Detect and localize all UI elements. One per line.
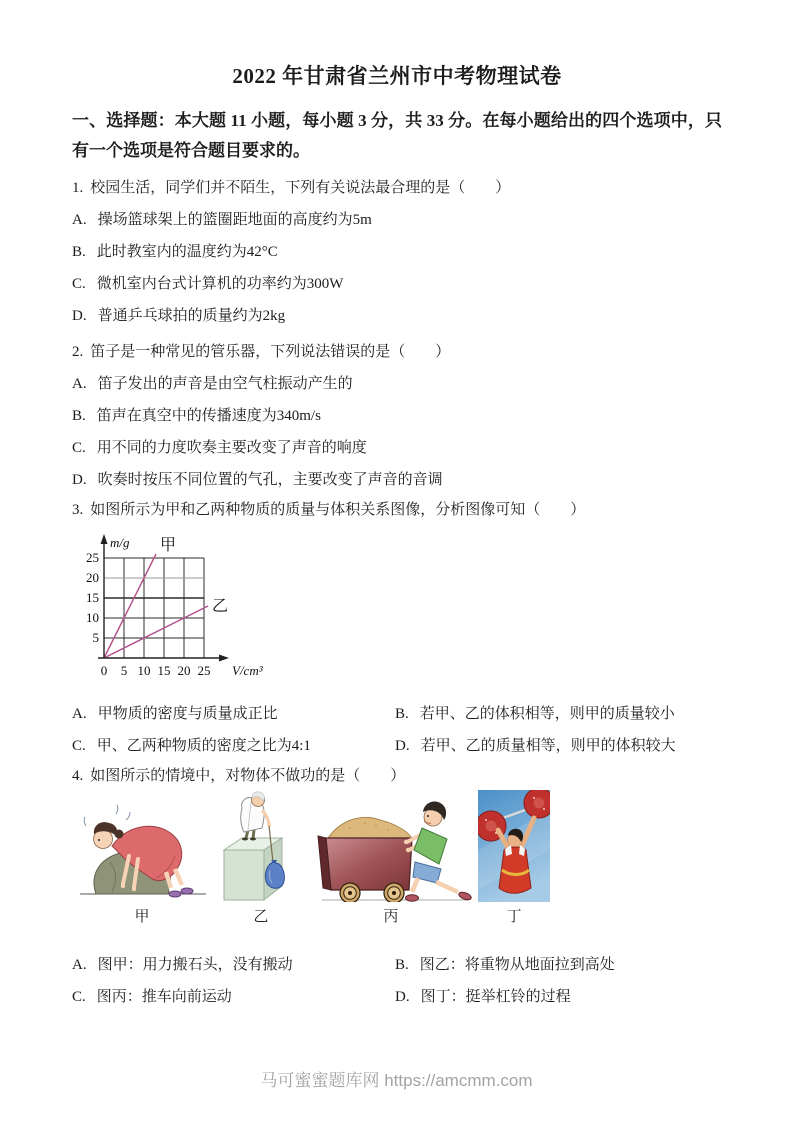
figure-ding <box>478 790 550 926</box>
question-4-option-d <box>395 988 722 1007</box>
x-axis-label: V/cm³ <box>232 663 263 678</box>
option-c-label: C. <box>72 989 86 1005</box>
option-d-label: D. <box>395 738 410 754</box>
boy <box>404 801 472 901</box>
option-c-label: C. <box>72 440 86 456</box>
option-c-text: 甲、乙两种物质的密度之比为4:1 <box>96 738 311 754</box>
option-d-text: 普通乒乓球拍的质量约为2kg <box>97 308 286 324</box>
question-3-number: 3. <box>72 502 84 518</box>
question-3-stem <box>72 500 722 520</box>
option-b-text: 此时教室内的温度约为42°C <box>96 244 278 260</box>
figure-jia <box>72 790 212 926</box>
question-4-option-c <box>72 988 395 1007</box>
question-3-option-a <box>72 705 395 724</box>
y-tick-15: 15 <box>86 590 99 605</box>
question-4-options <box>72 956 722 1007</box>
option-a-text: 笛子发出的声音是由空气柱振动产生的 <box>97 376 353 392</box>
question-4-option-b <box>395 956 722 975</box>
question-4-text: 如图所示的情境中，对物体不做功的是（ ） <box>90 768 406 784</box>
section-instructions: 一、选择题：本大题 11 小题，每小题 3 分，共 33 分。在每小题给出的四个选项中，只有一个选项是符合题目要求的。 <box>72 111 722 160</box>
option-d-label: D. <box>395 989 410 1005</box>
question-4 <box>72 766 722 1007</box>
option-d-label: D. <box>72 308 87 324</box>
mass-volume-chart <box>72 528 722 693</box>
x-tick-20: 20 <box>177 663 191 678</box>
mass-volume-chart-svg <box>72 528 332 688</box>
question-2-option-d <box>72 471 722 490</box>
question-3-option-b <box>395 705 722 724</box>
question-1-option-c <box>72 275 722 294</box>
figure-jia-caption: 甲 <box>134 909 150 925</box>
option-b-label: B. <box>72 408 86 424</box>
series-yi-label: 乙 <box>212 598 229 615</box>
option-b-text: 笛声在真空中的传播速度为340m/s <box>96 408 321 424</box>
figure-ding-caption: 丁 <box>506 909 522 925</box>
question-1 <box>72 178 722 326</box>
chart-axes <box>98 542 222 658</box>
series-line-乙 <box>104 606 208 658</box>
question-2-option-c <box>72 439 722 458</box>
option-c-label: C. <box>72 276 86 292</box>
page-content <box>72 0 722 1007</box>
option-c-text: 用不同的力度吹奏主要改变了声音的响度 <box>96 440 367 456</box>
question-1-stem <box>72 178 722 198</box>
figure-bing <box>310 790 472 926</box>
question-2-option-a <box>72 375 722 394</box>
option-a-text: 图甲：用力搬石头，没有搬动 <box>97 957 293 973</box>
question-3-text: 如图所示为甲和乙两种物质的质量与体积关系图像，分析图像可知（ ） <box>90 502 586 518</box>
option-b-label: B. <box>72 244 86 260</box>
option-a-label: A. <box>72 376 87 392</box>
question-4-figures <box>72 790 722 926</box>
question-3-option-c <box>72 737 395 756</box>
question-3-option-d <box>395 737 722 756</box>
option-a-label: A. <box>72 212 87 228</box>
x-tick-5: 5 <box>120 663 128 678</box>
option-a-text: 操场篮球架上的篮圈距地面的高度约为5m <box>97 212 372 228</box>
question-1-option-d <box>72 307 722 326</box>
figure-bing-caption: 丙 <box>383 909 399 925</box>
question-2-text: 笛子是一种常见的管乐器，下列说法错误的是（ ） <box>90 344 451 360</box>
chart-series-lines <box>104 554 208 658</box>
option-d-text: 图丁：挺举杠铃的过程 <box>420 989 571 1005</box>
option-d-label: D. <box>72 472 87 488</box>
option-c-text: 图丙：推车向前运动 <box>96 989 232 1005</box>
page-title: 2022 年甘肃省兰州市中考物理试卷 <box>232 64 562 88</box>
chart-grid <box>104 558 204 658</box>
question-4-number: 4. <box>72 768 84 784</box>
option-d-text: 吹奏时按压不同位置的气孔，主要改变了声音的音调 <box>97 472 443 488</box>
question-2-option-b <box>72 407 722 426</box>
option-d-text: 若甲、乙的质量相等，则甲的体积较大 <box>420 738 676 754</box>
series-jia-label: 甲 <box>160 537 177 554</box>
y-tick-25: 25 <box>86 550 99 565</box>
question-3 <box>72 500 722 756</box>
y-tick-10: 10 <box>86 610 99 625</box>
y-tick-5: 5 <box>92 630 99 645</box>
question-2 <box>72 342 722 490</box>
x-tick-0: 0 <box>100 663 108 678</box>
cart-wheel-rear <box>384 883 404 902</box>
option-a-text: 甲物质的密度与质量成正比 <box>97 706 278 722</box>
y-tick-20: 20 <box>86 570 99 585</box>
figure-yi-caption: 乙 <box>253 909 269 925</box>
question-2-number: 2. <box>72 344 84 360</box>
option-b-text: 图乙：将重物从地面拉到高处 <box>419 957 615 973</box>
x-axis-arrow <box>219 655 229 662</box>
question-1-number: 1. <box>72 180 84 196</box>
weightlifter-photo <box>478 790 550 902</box>
x-tick-10: 10 <box>137 663 151 678</box>
question-1-option-a <box>72 211 722 230</box>
option-b-label: B. <box>395 706 409 722</box>
option-b-text: 若甲、乙的体积相等，则甲的质量较小 <box>419 706 675 722</box>
x-tick-25: 25 <box>197 663 211 678</box>
question-1-text: 校园生活，同学们并不陌生，下列有关说法最合理的是（ ） <box>90 180 511 196</box>
scientist-pulling-weight-illustration <box>218 790 304 902</box>
question-4-stem <box>72 766 722 786</box>
x-tick-15: 15 <box>157 663 171 678</box>
sand-cart <box>318 817 412 902</box>
boy-pushing-cart-illustration <box>310 790 472 902</box>
series-line-甲 <box>104 554 156 658</box>
cart-wheel-front <box>340 883 360 902</box>
question-4-option-a <box>72 956 395 975</box>
watermark-footer: 马可蜜蜜题库网 https://amcmm.com <box>260 1071 533 1090</box>
scientist <box>241 792 271 841</box>
option-c-text: 微机室内台式计算机的功率约为300W <box>96 276 344 292</box>
girl-lifting-stone-illustration <box>72 790 212 902</box>
option-b-label: B. <box>395 957 409 973</box>
y-axis-arrow <box>101 534 108 544</box>
figure-yi <box>218 790 304 926</box>
option-a-label: A. <box>72 706 87 722</box>
option-a-label: A. <box>72 957 87 973</box>
y-axis-label: m/g <box>110 535 130 550</box>
option-c-label: C. <box>72 738 86 754</box>
question-1-option-b <box>72 243 722 262</box>
question-2-stem <box>72 342 722 362</box>
question-3-options <box>72 705 722 756</box>
